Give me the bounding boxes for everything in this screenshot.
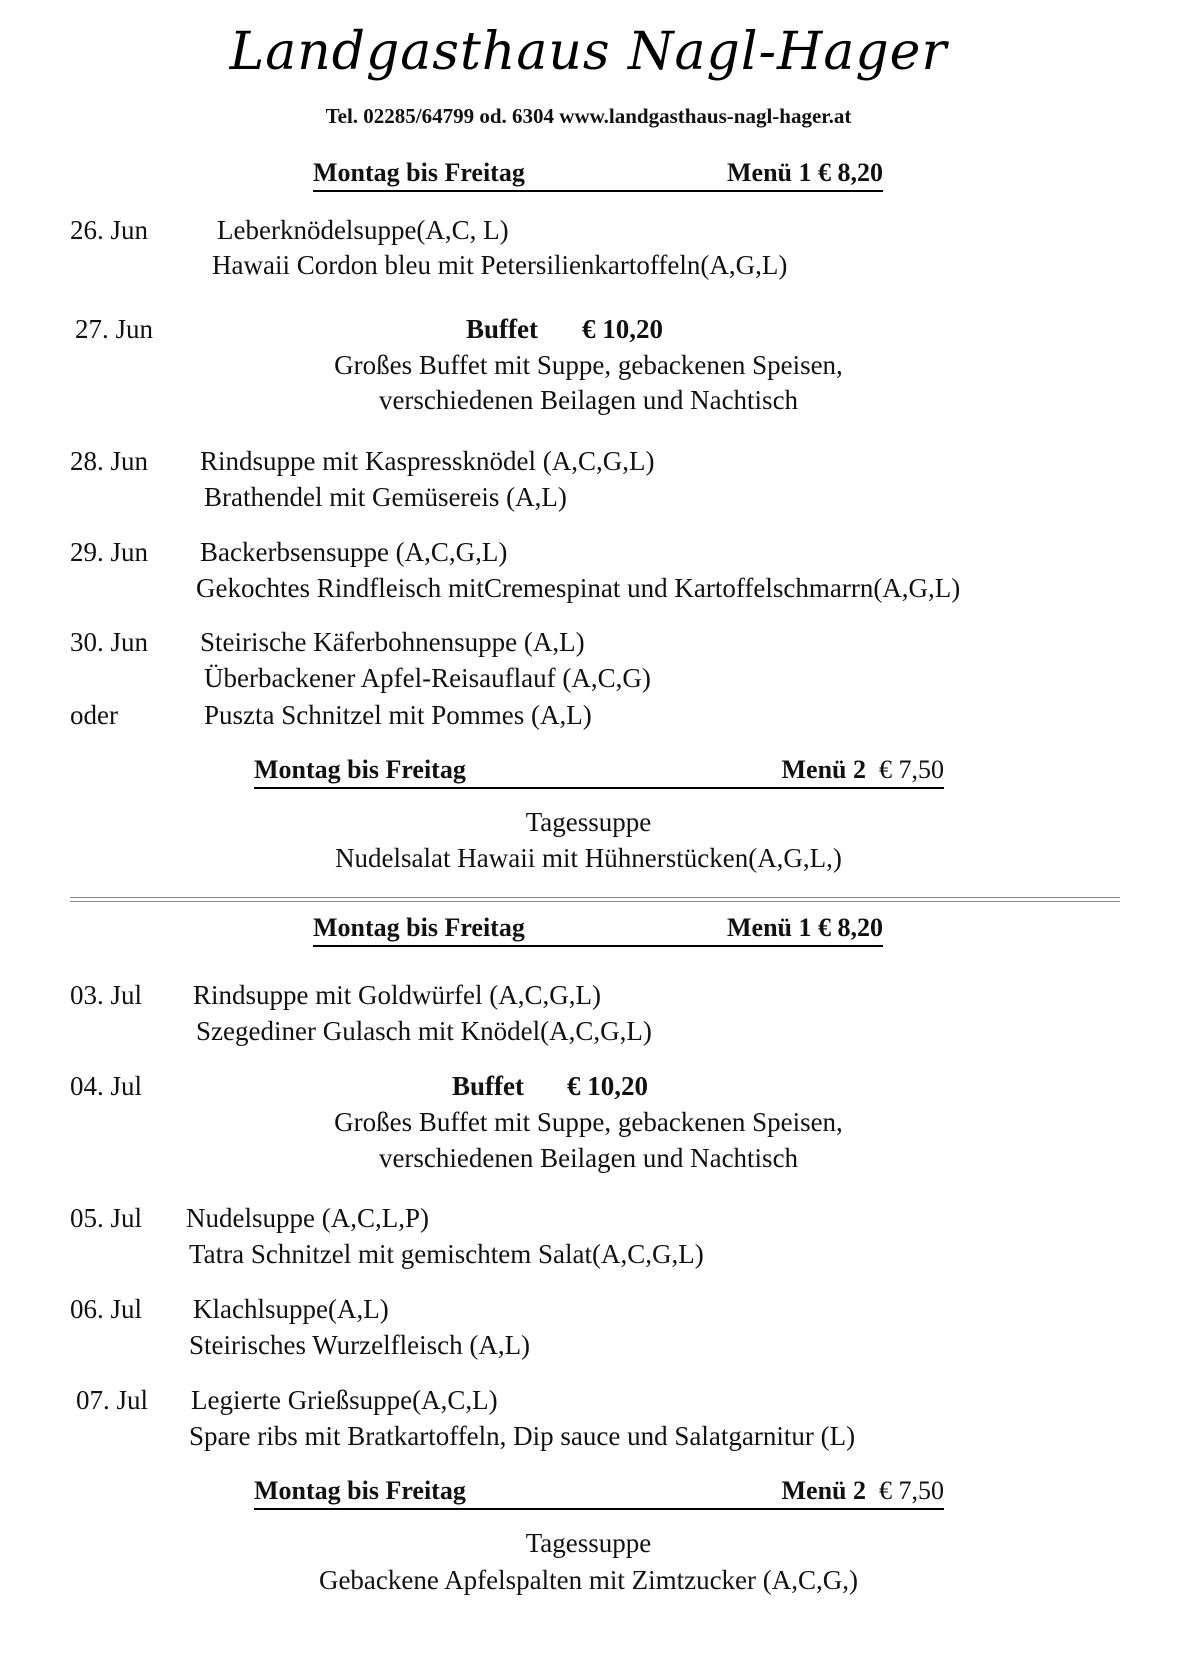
buffet-desc-line2: verschiedenen Beilagen und Nachtisch (378, 385, 799, 415)
buffet-price: € 10,20 (582, 314, 663, 344)
day-soup: Klachlsuppe(A,L) (193, 1294, 389, 1324)
buffet-desc-line1: Großes Buffet mit Suppe, gebackenen Speisen, (334, 350, 843, 380)
menu1-days-label: Montag bis Freitag (313, 158, 525, 187)
menu2-price-label: Menü 2 € 7,50 (781, 1476, 944, 1505)
menu2-line1: Tagessuppe (525, 807, 652, 837)
day-main: Tatra Schnitzel mit gemischtem Salat(A,C,G,L) (189, 1239, 704, 1269)
day-main: Überbackener Apfel-Reisauflauf (A,C,G) (204, 663, 651, 693)
buffet-desc-line1: Großes Buffet mit Suppe, gebackenen Speisen, (334, 1107, 843, 1137)
week-divider (70, 897, 1120, 902)
day-main: Gekochtes Rindfleisch mitCremespinat und Kartoffelschmarrn(A,G,L) (196, 573, 961, 603)
day-date: 27. Jun (75, 314, 154, 344)
menu1-days-label: Montag bis Freitag (313, 913, 525, 942)
day-date: 06. Jul (70, 1294, 143, 1324)
day-date: 29. Jun (70, 537, 149, 567)
day-date: 04. Jul (70, 1071, 143, 1101)
menu2-line2: Gebackene Apfelspalten mit Zimtzucker (A,C,G,) (318, 1565, 859, 1595)
day-soup: Rindsuppe mit Kaspressknödel (A,C,G,L) (200, 446, 655, 476)
day-date: 30. Jun (70, 627, 149, 657)
menu2-header-week2 (254, 1476, 944, 1510)
alternative-label: oder (70, 700, 118, 730)
menu2-days-label: Montag bis Freitag (254, 755, 466, 784)
restaurant-title: Landgasthaus Nagl-Hager (229, 22, 948, 82)
buffet-price: € 10,20 (567, 1071, 648, 1101)
menu2-days-label: Montag bis Freitag (254, 1476, 466, 1505)
menu1-price-label: Menü 1 € 8,20 (727, 913, 883, 942)
day-date: 05. Jul (70, 1203, 143, 1233)
contact-line: Tel. 02285/64799 od. 6304 www.landgasthaus-nagl-hager.at (325, 104, 852, 128)
day-main: Brathendel mit Gemüsereis (A,L) (204, 482, 567, 512)
menu1-header-week2 (313, 913, 883, 947)
day-date: 07. Jul (76, 1385, 149, 1415)
buffet-label: Buffet (466, 314, 538, 344)
buffet-desc-line2: verschiedenen Beilagen und Nachtisch (378, 1143, 799, 1173)
menu2-header-week1 (254, 755, 944, 789)
day-soup: Rindsuppe mit Goldwürfel (A,C,G,L) (193, 980, 601, 1010)
day-soup: Backerbsensuppe (A,C,G,L) (200, 537, 508, 567)
day-date: 26. Jun (70, 215, 149, 245)
menu2-line2: Nudelsalat Hawaii mit Hühnerstücken(A,G,L,) (335, 843, 842, 873)
day-date: 28. Jun (70, 446, 149, 476)
menu1-price-label: Menü 1 € 8,20 (727, 158, 883, 187)
day-alternative: Puszta Schnitzel mit Pommes (A,L) (204, 700, 592, 730)
day-date: 03. Jul (70, 980, 143, 1010)
menu2-price-label: Menü 2 € 7,50 (781, 755, 944, 784)
day-soup: Nudelsuppe (A,C,L,P) (186, 1203, 429, 1233)
buffet-label: Buffet (452, 1071, 524, 1101)
day-main: Hawaii Cordon bleu mit Petersilienkartoffeln(A,G,L) (212, 250, 788, 280)
day-soup: Steirische Käferbohnensuppe (A,L) (200, 627, 585, 657)
day-main: Szegediner Gulasch mit Knödel(A,C,G,L) (196, 1016, 652, 1046)
menu1-header-week1 (313, 158, 883, 192)
menu2-line1: Tagessuppe (525, 1528, 652, 1558)
day-soup: Leberknödelsuppe(A,C, L) (217, 215, 509, 245)
day-main: Steirisches Wurzelfleisch (A,L) (189, 1330, 531, 1360)
day-main: Spare ribs mit Bratkartoffeln, Dip sauce und Salatgarnitur (L) (189, 1421, 856, 1451)
day-soup: Legierte Grießsuppe(A,C,L) (191, 1385, 498, 1415)
